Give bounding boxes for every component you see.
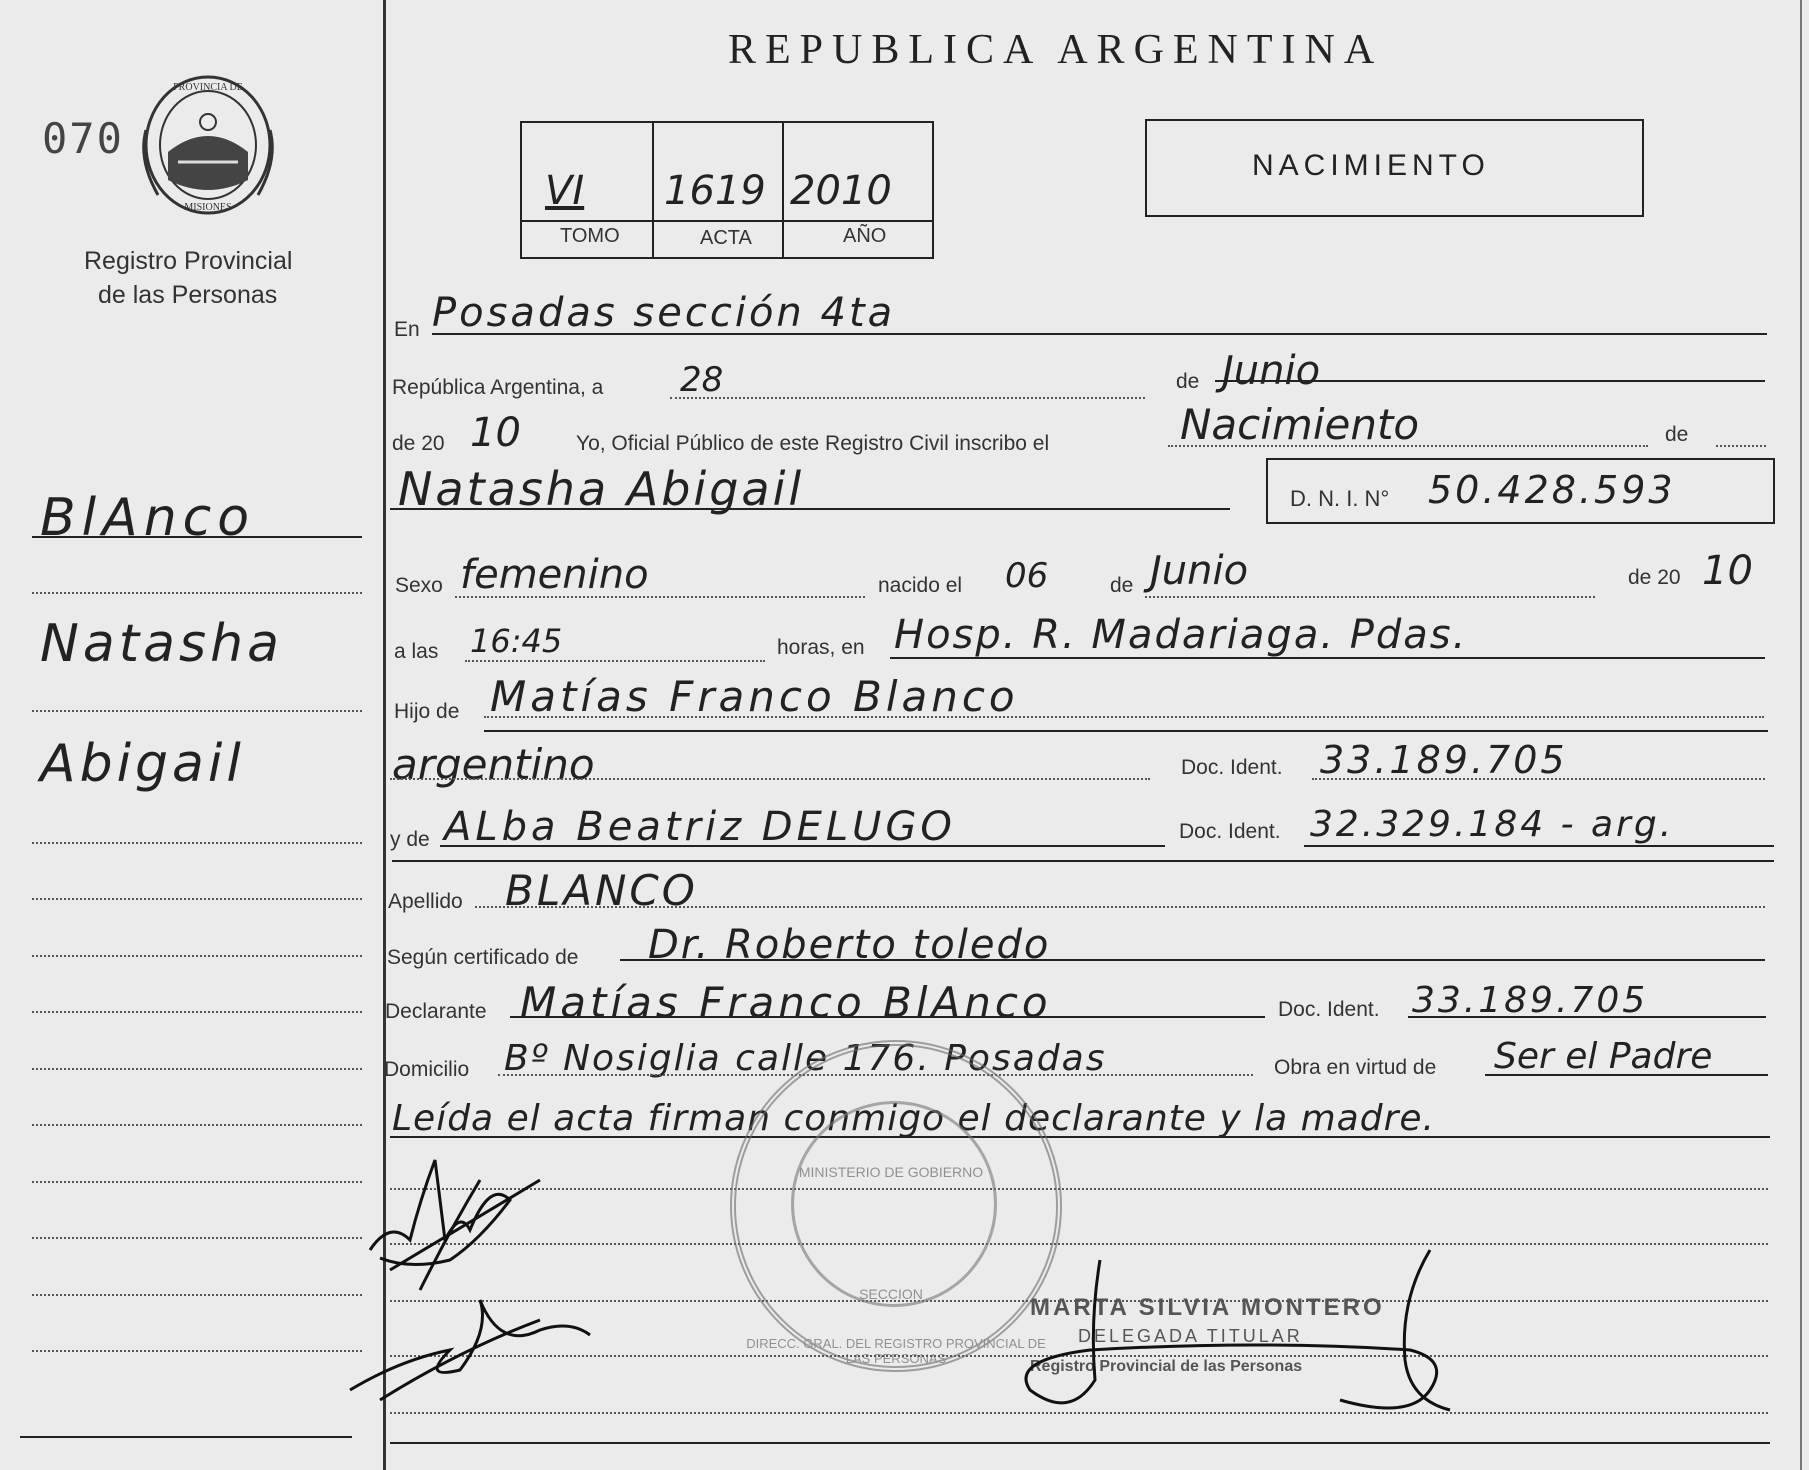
sexo-label: Sexo [395, 574, 443, 597]
segun-label: Según certificado de [387, 946, 579, 969]
declarante-doc-line [1408, 1016, 1766, 1018]
official-name-stamp: MARTA SILVIA MONTERO [1030, 1294, 1385, 1321]
mother-doc-label: Doc. Ident. [1179, 820, 1281, 843]
en-line [432, 333, 1767, 335]
place-value: Hosp. R. Madariaga. Pdas. [894, 612, 1468, 658]
acta-value: 1619 [664, 168, 766, 214]
declarant-signature-icon [350, 1140, 580, 1310]
month-line [1215, 380, 1765, 382]
margin-name-1: Natasha [40, 614, 283, 674]
father-nationality-line [390, 778, 1150, 780]
obra-label: Obra en virtud de [1274, 1056, 1437, 1079]
father-doc-label: Doc. Ident. [1181, 756, 1283, 779]
round-seal-text: DIRECC. GRAL. DEL REGISTRO PROVINCIAL DE LAS PERSONAS [746, 1336, 1046, 1366]
time-value: 16:45 [470, 622, 563, 660]
margin-dotline-4 [32, 898, 362, 900]
official-registry-stamp: Registro Provincial de las Personas [1030, 1358, 1303, 1375]
tomo-label: TOMO [560, 225, 620, 247]
margin-name-2: Abigail [40, 734, 245, 794]
apellido-label: Apellido [388, 890, 463, 913]
mother-value: ALba Beatriz DELUGO [444, 804, 956, 850]
acta-label: ACTA [700, 227, 752, 249]
inscribo-de-label: de [1665, 423, 1689, 446]
certificado-line [620, 959, 1765, 961]
registry-name-line2: de las Personas [98, 281, 278, 309]
registry-name-line1: Registro Provincial [84, 247, 293, 275]
father-line [484, 716, 1764, 718]
margin-surname: BlAnco [40, 488, 256, 548]
father-line-2 [484, 730, 1768, 732]
birth-de-label: de [1110, 574, 1134, 597]
inscribo-value: Nacimiento [1180, 400, 1420, 449]
record-divider-1 [652, 121, 654, 257]
mother-signature-icon [340, 1290, 600, 1410]
margin-dotline-1 [32, 592, 362, 594]
margin-bottom-rule [20, 1436, 352, 1438]
record-divider-2 [782, 121, 784, 257]
place-line [890, 657, 1765, 659]
round-seal-section: SECCION [859, 1286, 923, 1302]
body-bottom-rule [390, 1442, 1770, 1444]
anio-label: AÑO [843, 225, 887, 247]
birth-month-value: Junio [1150, 548, 1249, 594]
round-seal-inner-text: MINISTERIO DE GOBIERNO [798, 1164, 984, 1180]
declarante-value: Matías Franco BlAnco [520, 978, 1052, 1027]
official-signature-icon [1010, 1240, 1470, 1440]
right-column-edge [1800, 0, 1802, 1470]
record-label-rule [520, 220, 932, 222]
horas-label: horas, en [777, 636, 865, 659]
mother-doc-line [1304, 845, 1774, 847]
margin-dotline-8 [32, 1124, 362, 1126]
dni-value: 50.428.593 [1428, 468, 1676, 512]
margin-dotline-2 [32, 710, 362, 712]
seal-top-text: PROVINCIA DE [173, 82, 243, 93]
en-value: Posadas sección 4ta [432, 290, 896, 336]
father-value: Matías Franco Blanco [490, 672, 1019, 721]
year-suffix-value: 10 [470, 410, 521, 456]
seal-bottom-text: MISIONES [184, 202, 232, 213]
en-label: En [394, 318, 420, 341]
time-line [465, 660, 765, 662]
yo-oficial-label: Yo, Oficial Público de este Registro Civil inscribo el [576, 432, 1050, 455]
margin-dotline-5 [32, 955, 362, 957]
act-type-label: NACIMIENTO [1252, 149, 1490, 182]
birth-day-value: 06 [1005, 556, 1049, 596]
margin-dotline-12 [32, 1350, 362, 1352]
month-value: Junio [1222, 348, 1321, 394]
tomo-value: VI [545, 168, 585, 214]
domicilio-label: Domicilio [384, 1058, 470, 1081]
republica-label: República Argentina, a [392, 376, 604, 399]
birth-year-prefix-label: de 20 [1628, 566, 1681, 589]
margin-dotline-11 [32, 1294, 362, 1296]
month-de-label: de [1176, 370, 1200, 393]
yde-label: y de [390, 828, 430, 851]
mother-line [440, 845, 1165, 847]
inscribo-end-line [1716, 445, 1766, 447]
mother-line-2 [392, 860, 1774, 862]
form-number: 070 [42, 114, 124, 163]
obra-line [1485, 1074, 1768, 1076]
provincial-seal-icon [138, 70, 278, 220]
obra-value: Ser el Padre [1494, 1036, 1713, 1077]
day-value: 28 [680, 360, 724, 400]
official-role-stamp: DELEGADA TITULAR [1078, 1326, 1303, 1346]
margin-dotline-9 [32, 1181, 362, 1183]
declarante-label: Declarante [385, 1000, 487, 1023]
certificado-value: Dr. Roberto toledo [648, 922, 1051, 968]
day-line [670, 397, 1145, 399]
mother-doc-value: 32.329.184 - arg. [1310, 804, 1675, 845]
leida-line [390, 1136, 1770, 1138]
father-nationality-value: argentino [392, 740, 595, 789]
anio-value: 2010 [790, 168, 892, 214]
alas-label: a las [394, 640, 439, 663]
apellido-value: BLANCO [505, 866, 698, 915]
sexo-value: femenino [460, 552, 649, 598]
birth-month-line [1145, 596, 1595, 598]
hijo-label: Hijo de [394, 700, 460, 723]
declarante-line [510, 1016, 1265, 1018]
year-prefix-label: de 20 [392, 432, 445, 455]
body-dotline-1 [390, 1188, 1768, 1190]
declarante-doc-value: 33.189.705 [1412, 980, 1649, 1021]
margin-dotline-7 [32, 1068, 362, 1070]
nacido-label: nacido el [878, 574, 963, 597]
leida-value: Leída el acta firman conmigo el declarante y la madre. [392, 1098, 1435, 1139]
apellido-line [475, 906, 1765, 908]
father-doc-line [1312, 778, 1765, 780]
margin-line-1 [32, 536, 362, 538]
dni-label: D. N. I. N° [1290, 486, 1390, 511]
child-name-line [390, 508, 1230, 510]
country-title: REPUBLICA ARGENTINA [728, 27, 1384, 73]
father-doc-value: 33.189.705 [1320, 738, 1568, 782]
birth-year-suffix-value: 10 [1702, 548, 1753, 594]
declarante-doc-label: Doc. Ident. [1278, 998, 1380, 1021]
margin-dotline-3 [32, 842, 362, 844]
domicilio-value: Bº Nosiglia calle 176. Posadas [504, 1038, 1107, 1079]
sexo-line [455, 596, 865, 598]
margin-dotline-10 [32, 1237, 362, 1239]
inscribo-line [1168, 445, 1648, 447]
child-name-value: Natasha Abigail [398, 462, 805, 516]
margin-dotline-6 [32, 1011, 362, 1013]
